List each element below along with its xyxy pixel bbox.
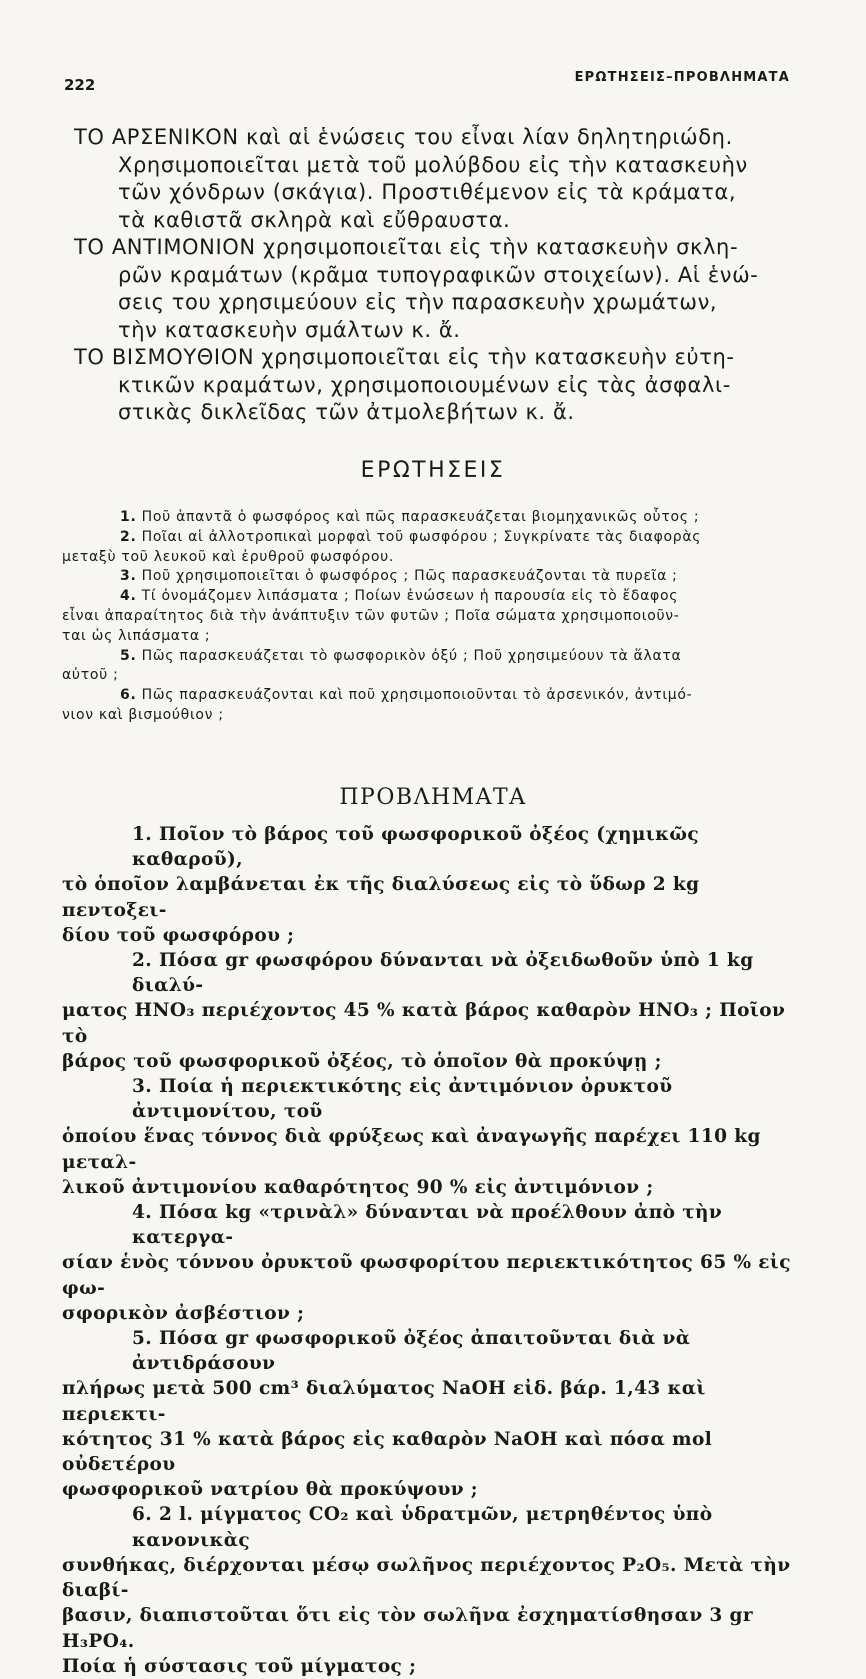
- questions-list: [62, 508, 802, 726]
- problems-list: [62, 822, 810, 1679]
- problem-item: [62, 1200, 810, 1326]
- question-item: [62, 587, 802, 646]
- problem-line: 2. Πόσα gr φωσφόρου δύνανται νὰ ὀξειδωθοῦν ὑπὸ 1 kg διαλύ-: [132, 950, 754, 997]
- question-line: Ποῦ χρησιμοποιεῖται ὁ φωσφόρος ; Πῶς παρασκευάζονται τὰ πυρεῖα ;: [141, 568, 678, 585]
- page-header: [64, 70, 790, 100]
- paragraph-line: ΤΟ ΒΙΣΜΟΥΘΙΟΝ χρησιμοποιεῖται εἰς τὴν κατασκευὴν εὐτη-: [74, 345, 735, 369]
- question-line: μεταξὺ τοῦ λευκοῦ καὶ ἐρυθροῦ φωσφόρου.: [62, 548, 395, 565]
- paragraph-line: τὴν κατασκευὴν σμάλτων κ. ἄ.: [118, 317, 461, 342]
- question-line: Ποῖαι αἱ ἀλλοτροπικαὶ μορφαὶ τοῦ φωσφόρου ; Συγκρίνατε τὰς διαφορὰς: [141, 528, 702, 545]
- question-line: εἶναι ἀπαραίτητος διὰ τὴν ἀνάπτυξιν τῶν φυτῶν ; Ποῖα σώματα χρησιμοποιοῦν-: [62, 607, 680, 624]
- paragraph-line: κτικῶν κραμάτων, χρησιμοποιουμένων εἰς τὰς ἀσφαλι-: [118, 372, 731, 397]
- question-line: αὐτοῦ ;: [62, 667, 119, 684]
- problems-heading: ΠΡΟΒΛΗΜΑΤΑ: [339, 785, 527, 810]
- problem-line: ματος HNO₃ περιέχοντος 45 % κατὰ βάρος καθαρὸν HNO₃ ; Ποῖον τὸ: [62, 1000, 786, 1047]
- problem-line: βασιν, διαπιστοῦται ὅτι εἰς τὸν σωλῆνα ἐσχηματίσθησαν 3 gr H₃PO₄.: [62, 1605, 753, 1652]
- problem-line: σίαν ἑνὸς τόννου ὀρυκτοῦ φωσφορίτου περιεκτικότητος 65 % εἰς φω-: [62, 1252, 791, 1299]
- problem-item: [62, 1074, 810, 1200]
- problem-item: [62, 1502, 810, 1678]
- paragraph-line: ΤΟ ΑΡΣΕΝΙΚΟΝ καὶ αἱ ἑνώσεις του εἶναι λίαν δηλητηριώδη.: [74, 125, 733, 149]
- question-number: 1.: [120, 509, 137, 525]
- problem-item: [62, 948, 810, 1074]
- question-number: 5.: [120, 647, 137, 664]
- question-line: Πῶς παρασκευάζονται καὶ ποῦ χρησιμοποιοῦνται τὸ ἀρσενικόν, ἀντιμό-: [141, 687, 693, 704]
- question-item: [62, 686, 802, 726]
- question-line: Τί ὀνομάζομεν λιπάσματα ; Ποίων ἑνώσεων ἡ παρουσία εἰς τὸ ἔδαφος: [141, 588, 679, 605]
- problem-line: δίου τοῦ φωσφόρου ;: [62, 924, 295, 946]
- paragraph-line: σεις του χρησιμεύουν εἰς τὴν παρασκευὴν χρωμάτων,: [118, 290, 718, 314]
- paragraph-antimony: [74, 234, 804, 344]
- question-line: Πῶς παρασκευάζεται τὸ φωσφορικὸν ὀξύ ; Ποῦ χρησιμεύουν τὰ ἅλατα: [141, 647, 682, 664]
- problem-line: σφορικὸν ἀσβέστιον ;: [62, 1302, 305, 1324]
- question-line: νιον καὶ βισμούθιον ;: [62, 706, 224, 723]
- problem-line: ὁποίου ἕνας τόννος διὰ φρύξεως καὶ ἀναγωγῆς παρέχει 110 kg μεταλ-: [62, 1126, 761, 1173]
- problem-line: Ποία ἡ σύστασις τοῦ μίγματος ;: [62, 1655, 417, 1677]
- problem-line: βάρος τοῦ φωσφορικοῦ ὀξέος, τὸ ὁποῖον θὰ προκύψῃ ;: [62, 1050, 662, 1072]
- problem-item: [62, 822, 810, 948]
- question-item: [62, 508, 802, 528]
- problem-line: λικοῦ ἀντιμονίου καθαρότητος 90 % εἰς ἀντιμόνιον ;: [62, 1176, 654, 1198]
- paragraph-arsenic: [74, 124, 804, 234]
- paragraph-line: ΤΟ ΑΝΤΙΜΟΝΙΟΝ χρησιμοποιεῖται εἰς τὴν κατασκευὴν σκλη-: [74, 235, 739, 259]
- problem-line: 1. Ποῖον τὸ βάρος τοῦ φωσφορικοῦ ὀξέος (χημικῶς καθαροῦ),: [132, 824, 700, 871]
- problem-line: 6. 2 l. μίγματος CO₂ καὶ ὑδρατμῶν, μετρηθέντος ὑπὸ κανονικὰς: [132, 1504, 713, 1551]
- page-number: 222: [64, 76, 96, 94]
- question-number: 2.: [120, 528, 137, 545]
- question-number: 3.: [120, 568, 137, 585]
- question-item: [62, 647, 802, 687]
- problem-line: 3. Ποία ἡ περιεκτικότης εἰς ἀντιμόνιον ὀρυκτοῦ ἀντιμονίτου, τοῦ: [132, 1076, 673, 1123]
- problem-line: τὸ ὁποῖον λαμβάνεται ἐκ τῆς διαλύσεως εἰς τὸ ὕδωρ 2 kg πεντοξει-: [62, 874, 700, 921]
- problem-item: [62, 1326, 810, 1502]
- problem-line: φωσφορικοῦ νατρίου θὰ προκύψουν ;: [62, 1479, 478, 1501]
- questions-heading: ΕΡΩΤΗΣΕΙΣ: [360, 458, 506, 483]
- question-line: ται ὡς λιπάσματα ;: [62, 627, 211, 644]
- running-head: ΕΡΩΤΗΣΕΙΣ–ΠΡΟΒΛΗΜΑΤΑ: [574, 70, 790, 85]
- problem-line: 4. Πόσα kg «τρινὰλ» δύνανται νὰ προέλθουν ἀπὸ τὴν κατεργα-: [132, 1202, 723, 1249]
- question-line: Ποῦ ἀπαντᾶ ὁ φωσφόρος καὶ πῶς παρασκευάζεται βιομηχανικῶς οὗτος ;: [141, 509, 700, 525]
- problem-line: συνθήκας, διέρχονται μέσῳ σωλῆνος περιέχοντος P₂O₅. Μετὰ τὴν διαβί-: [62, 1554, 791, 1602]
- paragraph-line: Χρησιμοποιεῖται μετὰ τοῦ μολύβδου εἰς τὴν κατασκευὴν: [118, 152, 748, 177]
- paragraph-line: ρῶν κραμάτων (κρᾶμα τυπογραφικῶν στοιχείων). Αἱ ἑνώ-: [118, 262, 759, 287]
- paragraph-line: τὰ καθιστᾶ σκληρὰ καὶ εὔθραυστα.: [118, 207, 511, 232]
- question-item: [62, 567, 802, 587]
- problem-line: πλήρως μετὰ 500 cm³ διαλύματος NaOH εἰδ. βάρ. 1,43 καὶ περιεκτι-: [62, 1378, 706, 1425]
- question-number: 6.: [120, 687, 137, 704]
- problem-line: κότητος 31 % κατὰ βάρος εἰς καθαρὸν NaOH καὶ πόσα mol οὐδετέρου: [62, 1428, 713, 1476]
- problem-line: 5. Πόσα gr φωσφορικοῦ ὀξέος ἀπαιτοῦνται διὰ νὰ ἀντιδράσουν: [132, 1328, 691, 1375]
- paragraph-bismuth: [74, 344, 804, 427]
- question-item: [62, 528, 802, 568]
- paragraph-line: τῶν χόνδρων (σκάγια). Προστιθέμενον εἰς τὰ κράματα,: [118, 180, 737, 204]
- question-number: 4.: [120, 588, 137, 605]
- paragraph-line: στικὰς δικλεῖδας τῶν ἀτμολεβήτων κ. ἄ.: [118, 400, 575, 424]
